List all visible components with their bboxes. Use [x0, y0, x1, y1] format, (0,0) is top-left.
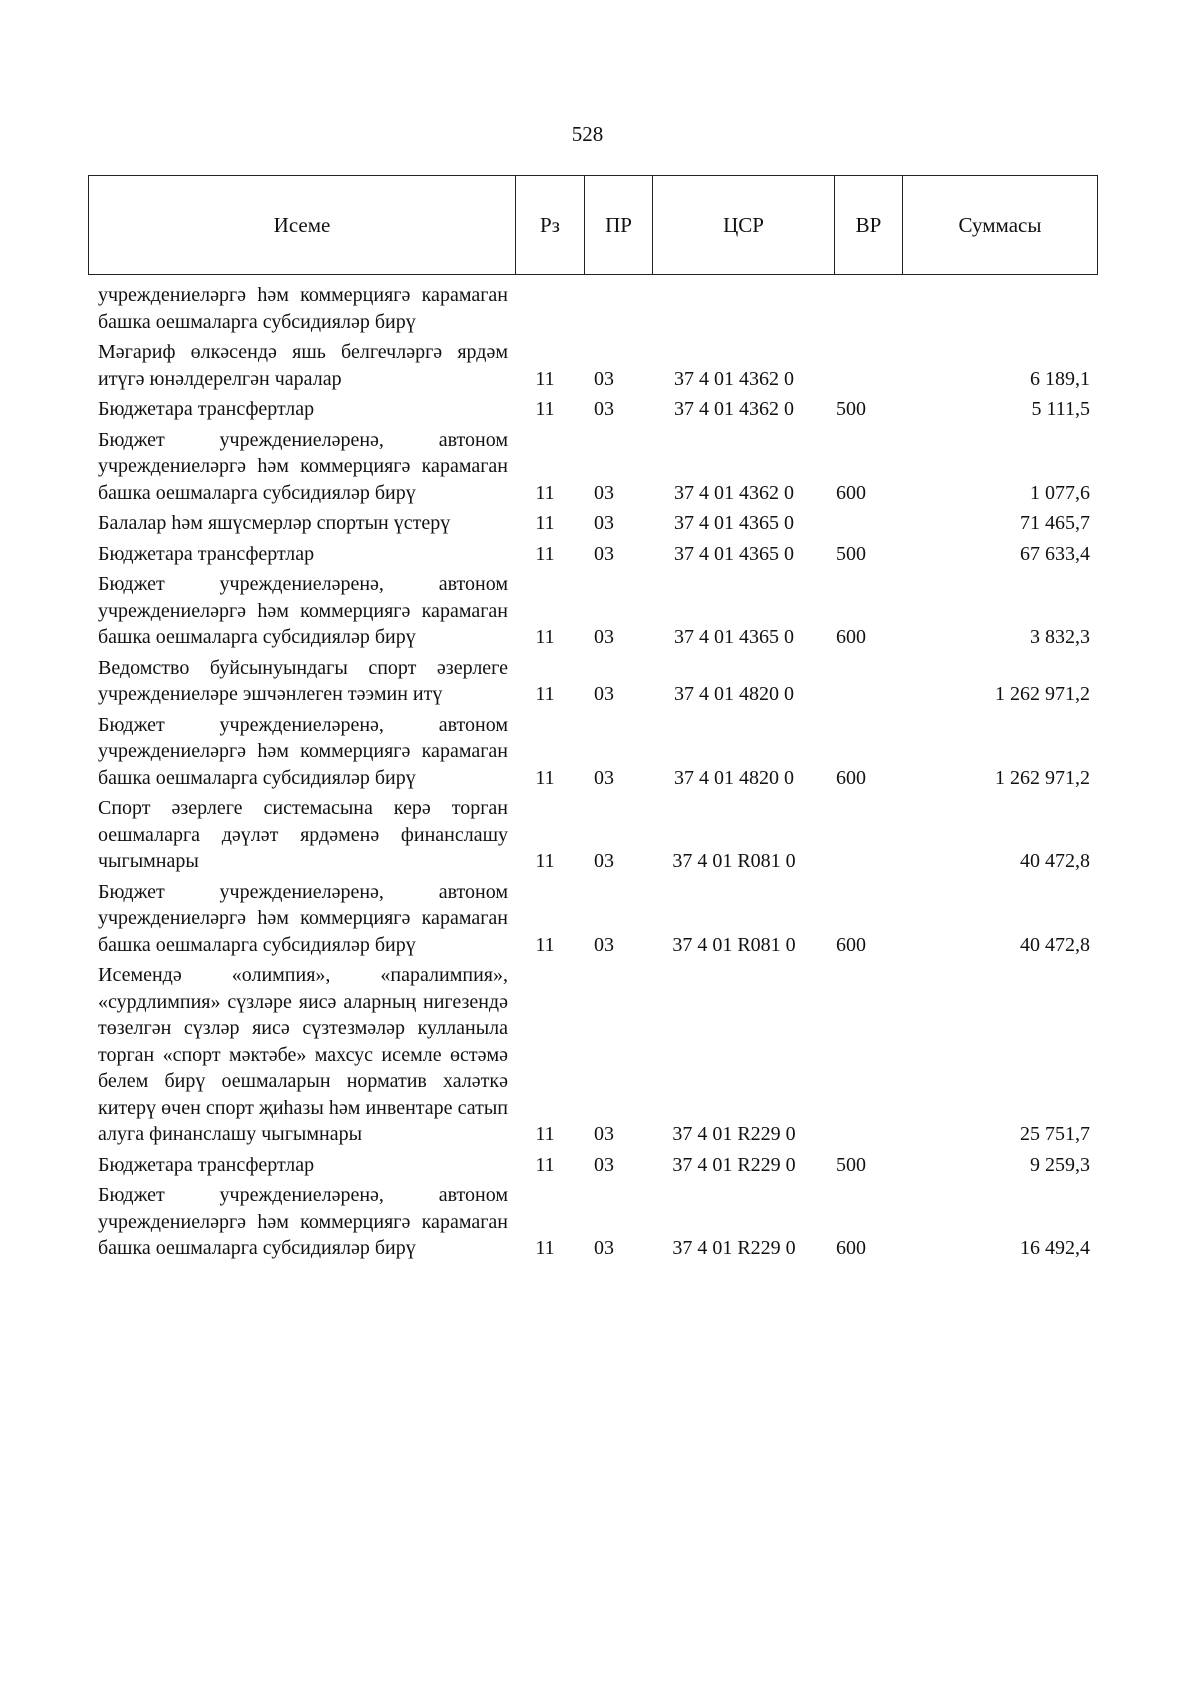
table-row: [98, 795, 1098, 875]
row-pr: 03: [594, 933, 614, 956]
row-rz: 11: [535, 626, 555, 648]
row-pr: 03: [594, 542, 614, 565]
row-csr: 37 4 01 4362 0: [674, 398, 794, 420]
row-sum: 25 751,7: [1020, 1123, 1090, 1145]
row-csr: 37 4 01 R229 0: [672, 1153, 796, 1176]
row-csr: 37 4 01 4362 0: [674, 367, 794, 390]
row-sum: 6 189,1: [1030, 367, 1090, 390]
row-csr: 37 4 01 4820 0: [674, 766, 794, 789]
row-rz: 11: [535, 481, 555, 504]
row-name: Спорт әзерлеге системасына керә торган оешмаларга дәүләт ярдәменә финанслашу чыгымнары: [98, 797, 508, 872]
row-rz: 11: [535, 367, 555, 390]
row-sum: 71 465,7: [1020, 512, 1090, 534]
table-row: [98, 571, 1098, 651]
row-vr: 600: [836, 1237, 866, 1259]
row-sum: 9 259,3: [1030, 1153, 1090, 1176]
row-pr: 03: [594, 1123, 614, 1145]
row-name: Бюджет учреждениеләренә, автоном учреждениеләргә һәм коммерциягә карамаган башка оешмаларга субсидияләр бирү: [98, 880, 508, 956]
row-rz: 11: [535, 512, 555, 534]
row-name: Мәгариф өлкәсендә яшь белгечләргә ярдәм итүгә юнәлдерелгән чаралар: [98, 341, 508, 390]
row-pr: 03: [594, 481, 614, 504]
row-pr: 03: [594, 766, 614, 789]
header-name: Исеме: [273, 212, 331, 237]
table-body: [98, 282, 1098, 1266]
row-rz: 11: [535, 398, 555, 420]
row-csr: 37 4 01 R229 0: [672, 1123, 796, 1145]
row-sum: 3 832,3: [1030, 626, 1090, 648]
row-vr: 600: [836, 481, 866, 504]
row-name: Бюджетара трансфертлар: [98, 542, 315, 565]
table-row: [98, 427, 1098, 507]
row-name: Балалар һәм яшүсмерләр спортын үстерү: [98, 512, 451, 534]
table-row: [98, 1152, 1098, 1179]
row-sum: 40 472,8: [1020, 933, 1090, 956]
header-sum: Суммасы: [902, 176, 1097, 274]
row-csr: 37 4 01 4820 0: [674, 683, 794, 705]
row-sum: 1 262 971,2: [995, 683, 1090, 705]
row-rz: 11: [535, 1237, 555, 1259]
header-pr: ПР: [584, 176, 652, 274]
table-header: [88, 175, 1098, 275]
row-vr: 500: [836, 398, 866, 420]
row-sum: 67 633,4: [1020, 542, 1090, 565]
table-row: [98, 1182, 1098, 1262]
row-vr: 500: [836, 542, 866, 565]
row-name: Бюджет учреждениеләренә, автоном учреждениеләргә һәм коммерциягә карамаган башка оешмаларга субсидияләр бирү: [98, 713, 508, 789]
row-csr: 37 4 01 R081 0: [672, 933, 796, 956]
row-pr: 03: [594, 1153, 614, 1176]
row-sum: 16 492,4: [1020, 1237, 1090, 1259]
row-name: Исемендә «олимпия», «паралимпия», «сурдлимпия» сүзләре яисә аларның нигезендә төзелгән сүзләр яисә сүзтезмәләр кулланыла торган «спорт мәктәбе» махсус исемле өстәмә белем бирү оешмаларын норматив халәткә китерү өчен спорт җиһазы һәм инвентаре сатып алуга финанслашу чыгымнары: [98, 964, 508, 1145]
row-pr: 03: [594, 1237, 614, 1259]
header-vr: ВР: [834, 176, 902, 274]
row-csr: 37 4 01 4365 0: [674, 542, 794, 565]
table-row: [98, 510, 1098, 537]
row-rz: 11: [535, 683, 555, 705]
row-rz: 11: [535, 542, 555, 565]
row-csr: 37 4 01 4365 0: [674, 512, 794, 534]
row-pr: 03: [594, 626, 614, 648]
row-name: Бюджет учреждениеләренә, автоном учреждениеләргә һәм коммерциягә карамаган башка оешмаларга субсидияләр бирү: [98, 573, 508, 648]
row-vr: 500: [836, 1153, 866, 1176]
table-row: [98, 396, 1098, 423]
row-pr: 03: [594, 398, 614, 420]
row-csr: 37 4 01 4365 0: [674, 626, 794, 648]
header-csr: ЦСР: [652, 176, 834, 274]
table-row: [98, 655, 1098, 708]
row-rz: 11: [535, 1153, 555, 1176]
row-name: учреждениеләргә һәм коммерциягә карамаган башка оешмаларга субсидияләр бирү: [98, 284, 508, 333]
row-name: Бюджет учреждениеләренә, автоном учреждениеләргә һәм коммерциягә карамаган башка оешмаларга субсидияләр бирү: [98, 1184, 508, 1259]
row-name: Бюджетара трансфертлар: [98, 398, 315, 420]
row-vr: 600: [836, 626, 866, 648]
row-pr: 03: [594, 683, 614, 705]
table-row: [98, 879, 1098, 959]
page-number: 528: [571, 122, 604, 146]
row-rz: 11: [535, 850, 555, 872]
row-rz: 11: [535, 933, 555, 956]
row-name: Бюджетара трансфертлар: [98, 1153, 315, 1176]
table-row: [98, 541, 1098, 568]
row-pr: 03: [594, 512, 614, 534]
row-name: Ведомство буйсынуындагы спорт әзерлеге учреждениеләре эшчәнлеген тәэмин итү: [98, 656, 508, 705]
header-rz: Рз: [515, 176, 584, 274]
row-rz: 11: [535, 1123, 555, 1145]
row-name: Бюджет учреждениеләренә, автоном учреждениеләргә һәм коммерциягә карамаган башка оешмаларга субсидияләр бирү: [98, 428, 508, 504]
row-csr: 37 4 01 R081 0: [672, 850, 796, 872]
row-vr: 600: [836, 766, 866, 789]
row-sum: 1 262 971,2: [995, 766, 1090, 789]
row-vr: 600: [836, 933, 866, 956]
table-row: [98, 962, 1098, 1148]
row-csr: 37 4 01 4362 0: [674, 481, 794, 504]
table-row: [98, 712, 1098, 792]
row-sum: 1 077,6: [1030, 481, 1090, 504]
row-csr: 37 4 01 R229 0: [672, 1237, 796, 1259]
row-pr: 03: [594, 367, 614, 390]
row-rz: 11: [535, 766, 555, 789]
row-pr: 03: [594, 850, 614, 872]
row-sum: 5 111,5: [1031, 398, 1090, 420]
row-sum: 40 472,8: [1020, 850, 1090, 872]
table-row: [98, 339, 1098, 392]
table-row: [98, 282, 1098, 335]
